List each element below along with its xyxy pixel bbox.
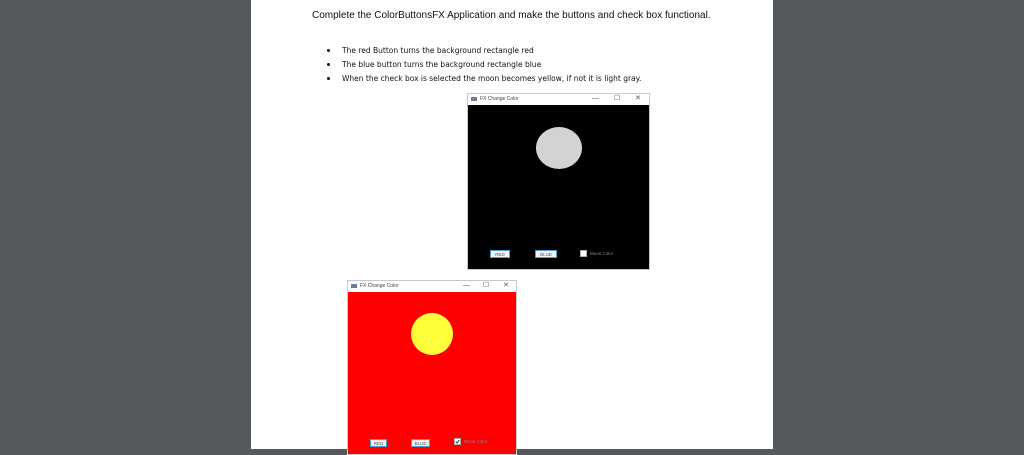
close-icon[interactable]: ✕ (635, 95, 641, 102)
moon-circle (536, 127, 582, 169)
document-page (251, 0, 773, 449)
moon-circle (411, 313, 453, 355)
window-titlebar (348, 281, 516, 292)
moon-color-label: Moon Color (464, 439, 488, 444)
maximize-icon[interactable]: ☐ (483, 282, 490, 289)
instruction-text: Complete the ColorButtonsFX Application and make the buttons and check box functional. (312, 10, 711, 21)
window-title: FX Change Color (480, 96, 519, 102)
red-button[interactable]: RED (370, 439, 387, 447)
moon-color-checkbox[interactable] (580, 250, 587, 257)
blue-button[interactable]: BLUE (535, 250, 557, 258)
blue-button[interactable]: BLUE (411, 439, 430, 447)
background-rectangle (348, 292, 516, 454)
window-title: FX Change Color (360, 283, 399, 289)
window-titlebar (468, 94, 649, 105)
list-item: The red Button turns the background rectangle red (342, 44, 641, 58)
background-rectangle (468, 105, 649, 269)
red-button[interactable]: RED (490, 250, 510, 258)
app-icon (471, 97, 477, 101)
fx-window-red (347, 280, 517, 455)
moon-color-label: Moon Color (590, 251, 614, 256)
checkmark-icon (455, 439, 460, 444)
close-icon[interactable]: ✕ (503, 282, 509, 289)
minimize-icon[interactable]: — (592, 95, 599, 102)
maximize-icon[interactable]: ☐ (614, 95, 621, 102)
requirements-list (342, 44, 641, 86)
minimize-icon[interactable]: — (463, 282, 470, 289)
list-item: The blue button turns the background rectangle blue (342, 58, 641, 72)
app-icon (351, 284, 357, 288)
list-item: When the check box is selected the moon becomes yellow, if not it is light gray. (342, 72, 641, 86)
fx-window-black (467, 93, 650, 270)
moon-color-checkbox[interactable] (454, 438, 461, 445)
